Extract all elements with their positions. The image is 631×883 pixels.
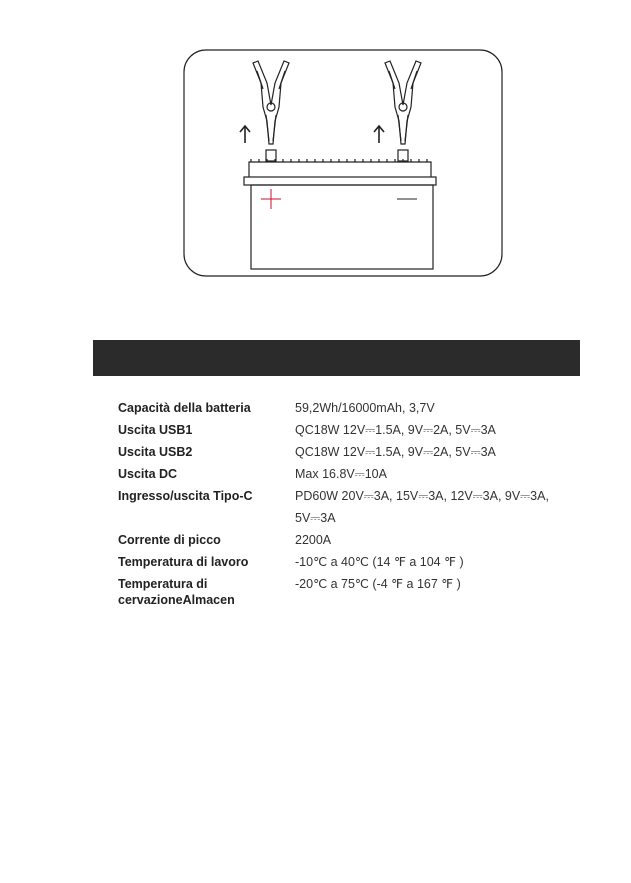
spec-value: -20℃ a 75℃ (-4 ℉ a 167 ℉ ) xyxy=(295,577,461,591)
left-clamp-icon xyxy=(253,61,289,144)
battery-clamp-illustration xyxy=(183,49,503,277)
spec-table xyxy=(118,397,588,608)
spec-row xyxy=(118,397,588,419)
spec-value: QC18W 12V⎓1.5A, 9V⎓2A, 5V⎓3A xyxy=(295,423,496,437)
spec-label: Uscita USB1 xyxy=(118,423,193,437)
spec-value: 2200A xyxy=(295,533,332,547)
spec-value: Max 16.8V⎓10A xyxy=(295,467,387,481)
spec-row xyxy=(118,576,588,608)
spec-row xyxy=(118,529,588,551)
spec-row xyxy=(118,551,588,573)
spec-label: Capacità della batteria xyxy=(118,401,251,415)
spec-value: QC18W 12V⎓1.5A, 9V⎓2A, 5V⎓3A xyxy=(295,445,496,459)
spec-label: Temperatura di lavoro xyxy=(118,555,249,569)
spec-label: Temperatura di cervazioneAlmacen xyxy=(118,577,235,607)
spec-value: PD60W 20V⎓3A, 15V⎓3A, 12V⎓3A, 9V⎓3A, 5V⎓3A xyxy=(295,489,549,525)
spec-row xyxy=(118,441,588,463)
spec-value: -10℃ a 40℃ (14 ℉ a 104 ℉ ) xyxy=(295,555,464,569)
spec-value: 59,2Wh/16000mAh, 3,7V xyxy=(295,401,435,415)
spec-row xyxy=(118,419,588,441)
battery-icon xyxy=(244,150,436,269)
spec-header-band xyxy=(93,340,580,376)
spec-row xyxy=(118,463,588,485)
spec-label: Uscita DC xyxy=(118,467,178,481)
left-up-arrow-icon xyxy=(240,126,250,143)
right-clamp-icon xyxy=(385,61,421,144)
spec-row xyxy=(118,485,588,529)
spec-label: Corrente di picco xyxy=(118,533,221,547)
positive-terminal-mark xyxy=(261,189,281,209)
spec-label: Uscita USB2 xyxy=(118,445,193,459)
spec-label: Ingresso/uscita Tipo-C xyxy=(118,489,253,503)
right-up-arrow-icon xyxy=(374,126,384,143)
